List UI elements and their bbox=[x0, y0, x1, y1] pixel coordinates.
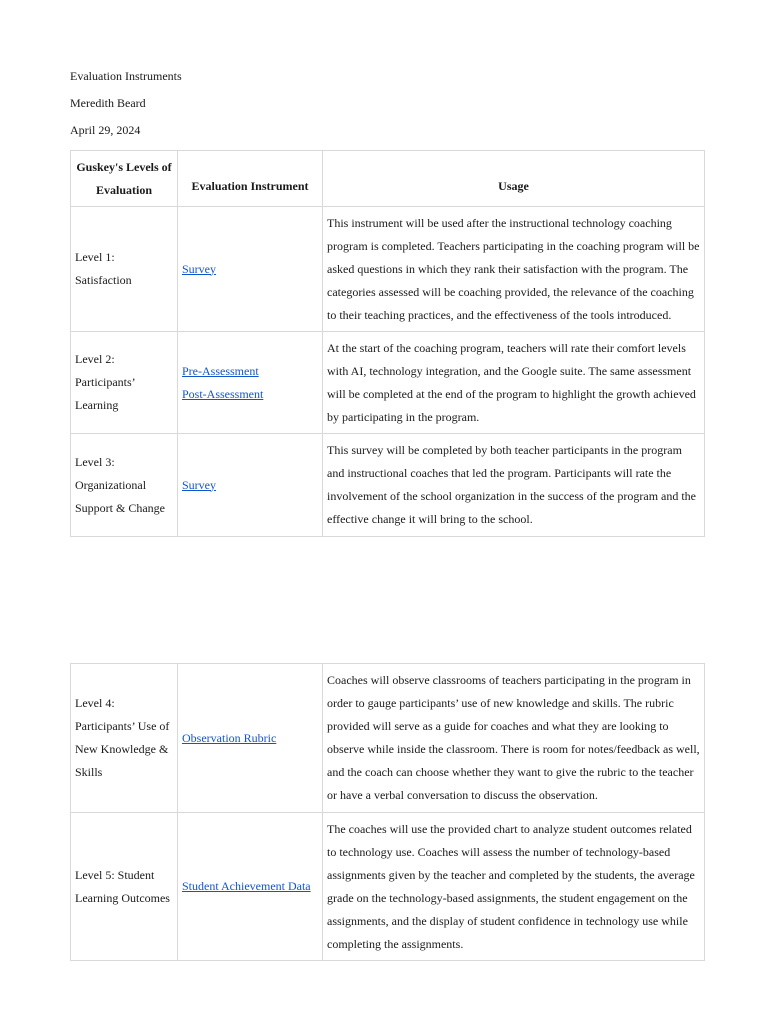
usage-cell: This instrument will be used after the instructional technology coaching program is completed. Teachers participating in the coaching program will be asked questions in which they rank their satisfaction with the program. The categories assessed will be coaching provided, the relevance of the coaching to their teaching practices, and the effectiveness of the tools introduced. bbox=[323, 207, 705, 332]
usage-cell: At the start of the coaching program, teachers will rate their comfort levels with AI, technology integration, and the Google suite. The same assessment will be completed at the end of the program to highlight the growth achieved by participating in the program. bbox=[323, 332, 705, 434]
student-achievement-data-link[interactable]: Student Achievement Data bbox=[182, 879, 311, 893]
survey-link[interactable]: Survey bbox=[182, 261, 216, 276]
post-assessment-link[interactable]: Post-Assessment bbox=[182, 386, 264, 401]
table-row bbox=[71, 813, 705, 961]
document-title: Evaluation Instruments bbox=[70, 69, 182, 83]
observation-rubric-link[interactable]: Observation Rubric bbox=[182, 730, 277, 745]
table-row bbox=[71, 664, 705, 813]
table-header-row bbox=[71, 151, 705, 207]
instrument-cell bbox=[178, 813, 323, 961]
usage-cell: This survey will be completed by both teacher participants in the program and instructional coaches that led the program. Participants will rate the involvement of the school organization in the success of the program and the effective change it will bring to the school. bbox=[323, 434, 705, 537]
usage-cell: Coaches will observe classrooms of teachers participating in the program in order to gauge participants’ use of new knowledge and skills. The rubric provided will serve as a guide for coaches and what they are looking to observe while inside the classroom. There is room for notes/feedback as well, and the coach can choose whether they want to give the rubric to the teacher or have a verbal conversation to discuss the observation. bbox=[323, 664, 705, 813]
pre-assessment-link[interactable]: Pre-Assessment bbox=[182, 363, 259, 378]
level-cell: Level 2: Participants’ Learning bbox=[71, 332, 178, 434]
evaluation-table-part-2 bbox=[70, 663, 705, 961]
level-cell: Level 4: Participants’ Use of New Knowledge & Skills bbox=[71, 664, 178, 813]
level-cell: Level 5: Student Learning Outcomes bbox=[71, 813, 178, 961]
document-date: April 29, 2024 bbox=[70, 123, 141, 137]
evaluation-table-part-1 bbox=[70, 150, 705, 537]
header-evaluation-instrument: Evaluation Instrument bbox=[178, 151, 323, 207]
table-row bbox=[71, 207, 705, 332]
table-row bbox=[71, 332, 705, 434]
level-cell: Level 1: Satisfaction bbox=[71, 207, 178, 332]
level-cell: Level 3: Organizational Support & Change bbox=[71, 434, 178, 537]
table-row bbox=[71, 434, 705, 537]
header-guskey-levels: Guskey's Levels of Evaluation bbox=[71, 151, 178, 207]
instrument-cell bbox=[178, 434, 323, 537]
instrument-cell bbox=[178, 664, 323, 813]
document-author: Meredith Beard bbox=[70, 96, 146, 110]
instrument-cell bbox=[178, 207, 323, 332]
header-usage: Usage bbox=[323, 151, 705, 207]
survey-link[interactable]: Survey bbox=[182, 477, 216, 492]
usage-cell: The coaches will use the provided chart to analyze student outcomes related to technology use. Coaches will assess the number of technology-based assignments given by the teacher and completed by the students, the average grade on the technology-based assignments, the student engagement on the assignments, and the display of student confidence in technology use while completing the assignments. bbox=[323, 813, 705, 961]
instrument-cell bbox=[178, 332, 323, 434]
